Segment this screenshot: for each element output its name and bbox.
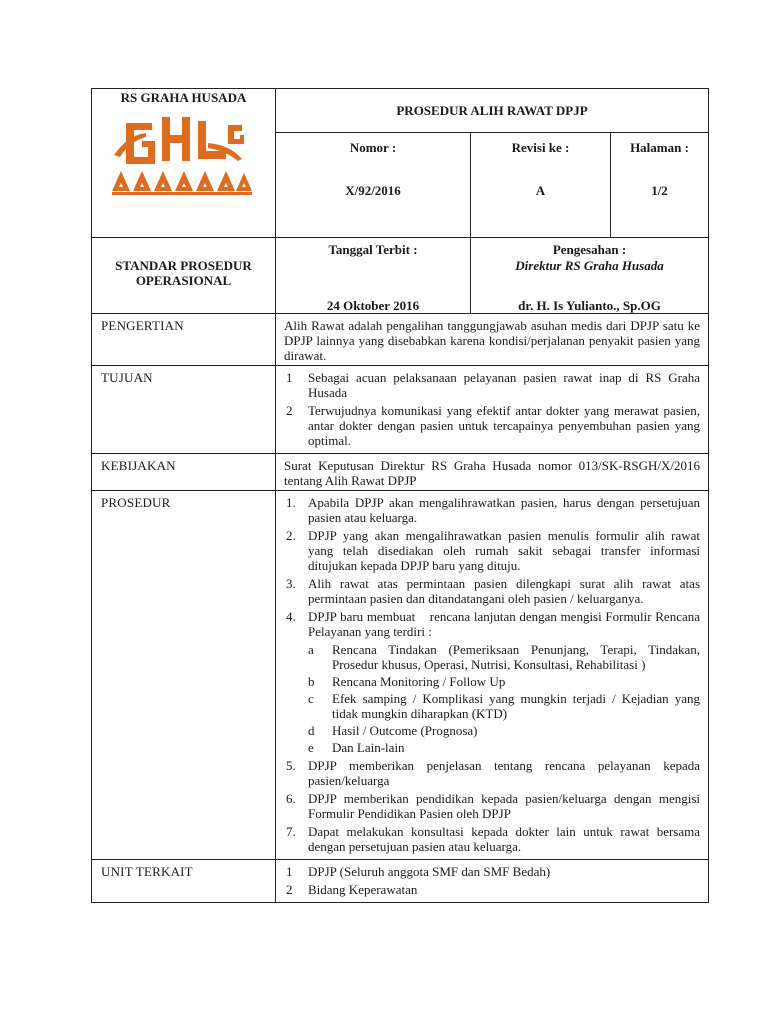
nomor-label: Nomor : [349,139,397,155]
list-item: 1 Sebagai acuan pelaksanaan pelayanan pasien rawat inap di RS Graha Husada [286,370,701,400]
list-item: 7. Dapat melakukan konsultasi kepada dokter lain untuk rawat bersama dengan persetujuan pasien atau keluarga. [286,824,701,854]
unit-terkait-list [284,864,700,897]
hospital-name: RS GRAHA HUSADA [120,90,247,105]
list-item: 2 Bidang Keperawatan [286,882,418,897]
halaman-cell [611,132,709,237]
revisi-cell [471,132,611,237]
pengesahan-name: dr. H. Is Yulianto., Sp.OG [518,298,661,313]
list-item: 4. DPJP baru membuat rencana lanjutan dengan mengisi Formulir Rencana Pelayanan yang terdiri : a Rencana Tindakan (Pemeriksaan Penunjang, Terapi, Tindakan, Prosedur khusus, Operasi, Nutrisi, Konsultasi, Rehabilitasi ) b Rencana Monitoring / Follow Up c Efek samping / Komplikasi yang mungkin terjadi / Kejadian yang tidak mungkin diharapkan (KTD) d Hasil / Outcome (Prognosa) e Dan Lain-lain [286,609,707,755]
tujuan-body [276,366,709,454]
sop-document [91,88,708,903]
list-item: 1 DPJP (Seluruh anggota SMF dan SMF Bedah) [286,864,551,879]
kebijakan-text: Surat Keputusan Direktur RS Graha Husada nomor 013/SK-RSGH/X/2016 tentang Alih Rawat DPJP [276,454,709,491]
revisi-value: A [535,182,546,198]
sub-list-item: a Rencana Tindakan (Pemeriksaan Penunjang, Terapi, Tindakan, Prosedur khusus, Operasi, Nutrisi, Konsultasi, Rehabilitasi ) [308,642,701,672]
list-item: 1. Apabila DPJP akan mengalihrawatkan pasien, harus dengan persetujuan pasien atau keluarga. [286,495,701,525]
pengesahan-title: Direktur RS Graha Husada [515,258,664,273]
nomor-value: X/92/2016 [345,182,401,198]
list-item: 5. DPJP memberikan penjelasan tentang rencana pelayanan kepada pasien/keluarga [286,758,701,788]
sub-list-item: c Efek samping / Komplikasi yang mungkin terjadi / Kejadian yang tidak mungkin diharapkan (KTD) [308,691,701,721]
hospital-logo-cell [92,89,276,238]
list-item: 6. DPJP memberikan pendidikan kepada pasien/keluarga dengan mengisi Formulir Pendidikan Pasien oleh DPJP [286,791,701,821]
revisi-label: Revisi ke : [511,139,570,155]
tujuan-label: TUJUAN [92,366,276,454]
pengesahan-cell [471,238,709,314]
pengertian-text: Alih Rawat adalah pengalihan tanggungjawab asuhan medis dari DPJP satu ke DPJP lainnya yang disebabkan karena kondisi/perjalanan penyakit pasien yang dirawat. [276,314,709,366]
unit-terkait-body [276,860,709,903]
pengertian-label: PENGERTIAN [92,314,276,366]
tanggal-cell [276,238,471,314]
prosedur-label: PROSEDUR [92,491,276,860]
document-title: PROSEDUR ALIH RAWAT DPJP [396,102,588,118]
sub-list-item: e Dan Lain-lain [308,740,405,755]
sub-list-item: d Hasil / Outcome (Prognosa) [308,723,478,738]
kebijakan-label: KEBIJAKAN [92,454,276,491]
doc-type-cell [92,238,276,314]
unit-terkait-label: UNIT TERKAIT [92,860,276,903]
nomor-cell [276,132,471,237]
pengesahan-label: Pengesahan : [552,242,627,257]
rencana-sublist [308,642,700,755]
sub-list-item: b Rencana Monitoring / Follow Up [308,674,506,689]
halaman-value: 1/2 [651,182,668,198]
halaman-label: Halaman : [630,139,689,155]
tanggal-label: Tanggal Terbit : [328,242,418,257]
doc-type: STANDAR PROSEDUR OPERASIONAL [115,257,252,288]
tanggal-value: 24 Oktober 2016 [326,298,420,313]
prosedur-list [284,495,707,854]
list-item: 2. DPJP yang akan mengalihrawatkan pasien menulis formulir alih rawat yang telah disediakan oleh rumah sakit sebagai transfer informasi ditujukan kepada DPJP baru yang dituju. [286,528,701,573]
tujuan-list [284,370,700,448]
rs-graha-husada-logo-icon [108,113,258,197]
document-title-cell [276,89,709,133]
list-item: 2 Terwujudnya komunikasi yang efektif antar dokter yang merawat pasien, antar dokter dengan pasien untuk tercapainya penyembuhan pasien yang optimal. [286,403,701,448]
sop-table [91,88,709,903]
list-item: 3. Alih rawat atas permintaan pasien dilengkapi surat alih rawat atas permintaan pasien dan ditandatangani oleh pasien / keluarganya. [286,576,701,606]
prosedur-body [276,491,709,860]
